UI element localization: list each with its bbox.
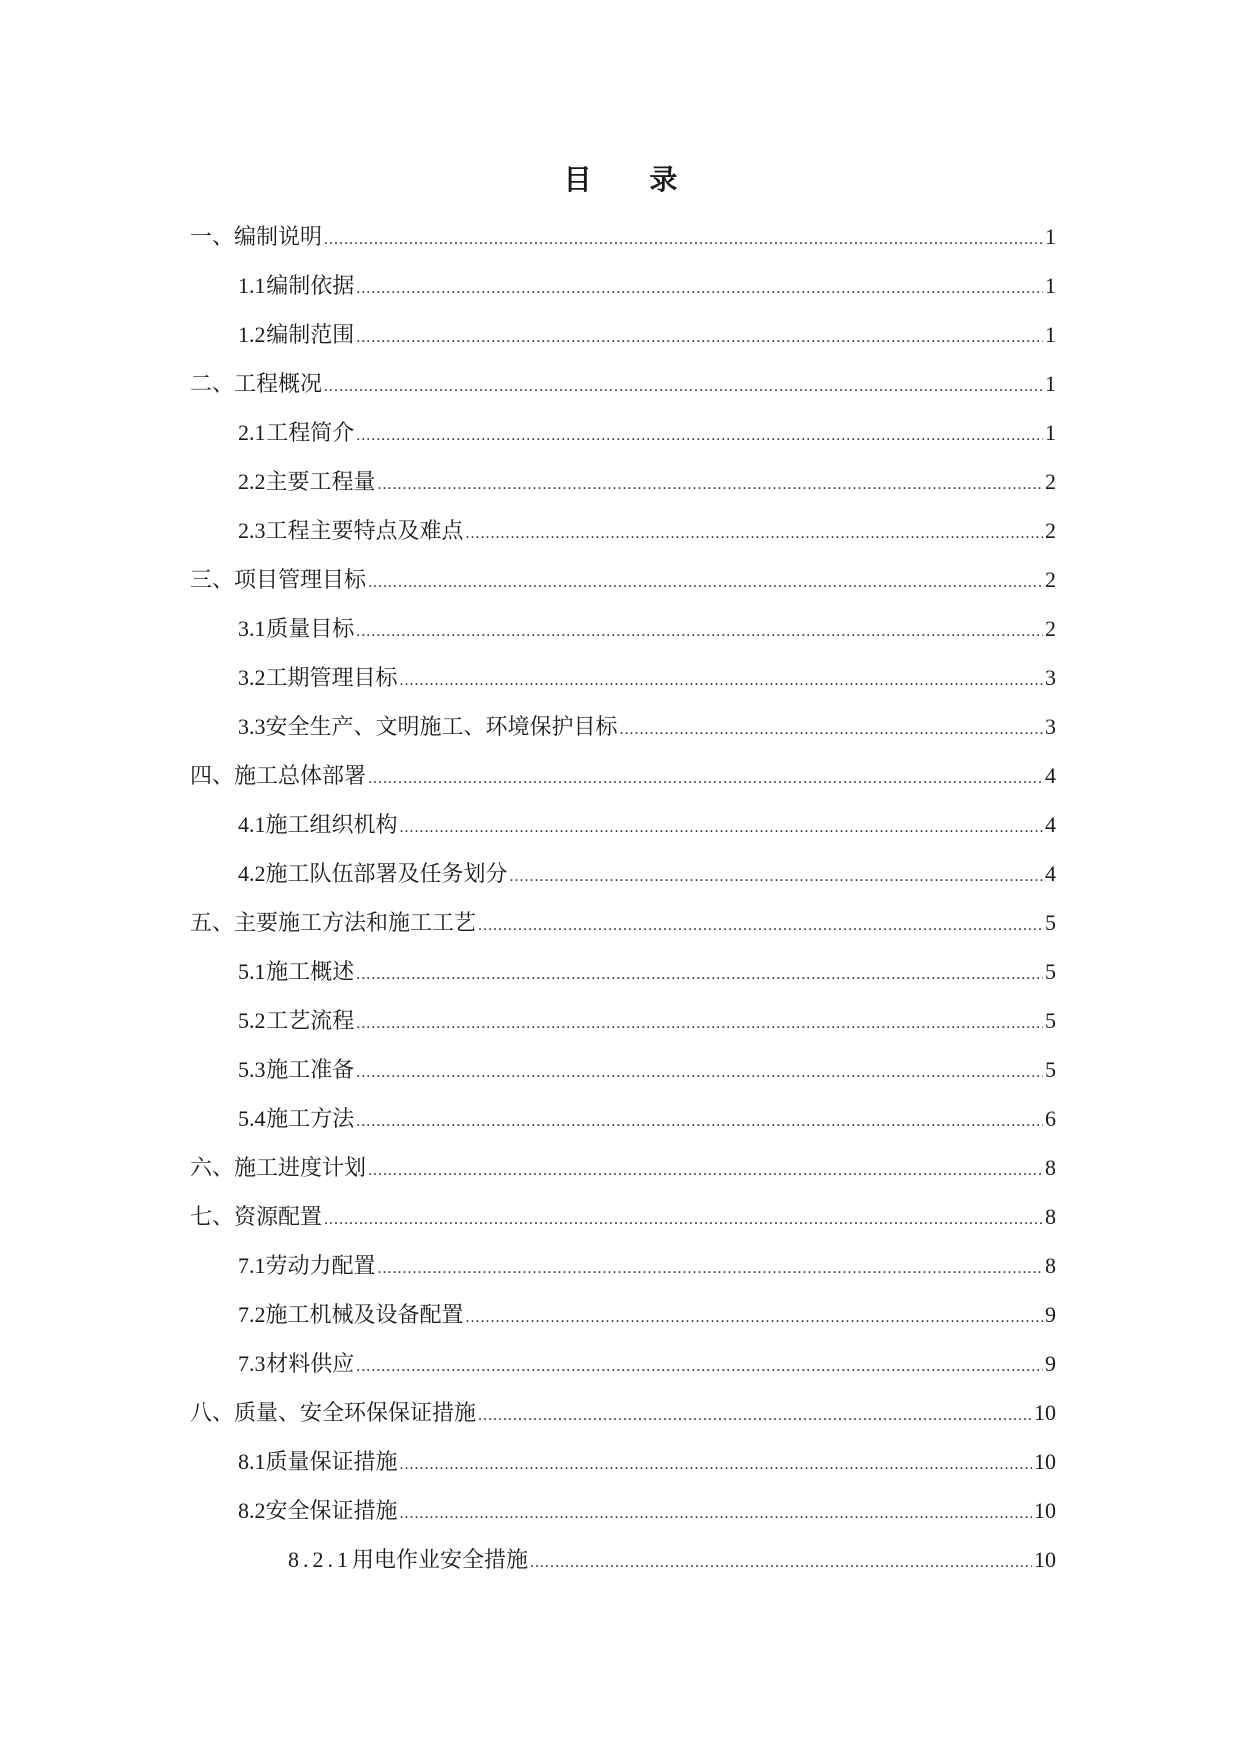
toc-dot-leader bbox=[478, 1401, 1032, 1431]
toc-entry-title: 施工概述 bbox=[266, 960, 355, 985]
toc-entry-number: 7.2 bbox=[238, 1302, 266, 1327]
toc-entry-page-number: 10 bbox=[1034, 1400, 1056, 1425]
toc-entry-title: 安全生产、文明施工、环境保护目标 bbox=[265, 715, 618, 740]
toc-entry-page-number: 9 bbox=[1045, 1351, 1056, 1376]
toc-entry-title: 四、施工总体部署 bbox=[190, 764, 367, 789]
toc-entry-title: 编制依据 bbox=[266, 274, 355, 299]
toc-entry-number: 4.1 bbox=[238, 812, 266, 837]
toc-entry[interactable] bbox=[190, 1545, 1056, 1594]
toc-entry-page-number: 10 bbox=[1034, 1498, 1056, 1523]
toc-entry-number: 8.2 bbox=[238, 1498, 266, 1523]
toc-entry-title: 主要工程量 bbox=[265, 470, 376, 495]
toc-entry-page-number: 4 bbox=[1045, 812, 1056, 837]
toc-entry-page-number: 1 bbox=[1045, 371, 1056, 396]
toc-dot-leader bbox=[356, 617, 1043, 647]
toc-entry-page-number: 10 bbox=[1034, 1547, 1056, 1572]
toc-entry[interactable] bbox=[190, 565, 1056, 614]
toc-entry-title: 一、编制说明 bbox=[190, 225, 323, 250]
toc-dot-leader bbox=[356, 1009, 1043, 1039]
toc-entry[interactable] bbox=[190, 271, 1056, 320]
toc-dot-leader bbox=[400, 1450, 1032, 1480]
toc-entry-page-number: 2 bbox=[1045, 469, 1056, 494]
toc-entry-title: 六、施工进度计划 bbox=[190, 1156, 367, 1181]
toc-entry-title: 施工机械及设备配置 bbox=[265, 1303, 464, 1328]
toc-entry[interactable] bbox=[190, 859, 1056, 908]
toc-dot-leader bbox=[356, 960, 1043, 990]
toc-entry-number: 5.3 bbox=[238, 1057, 266, 1082]
toc-entry-page-number: 4 bbox=[1045, 861, 1056, 886]
toc-entry-page-number: 5 bbox=[1045, 1008, 1056, 1033]
toc-entry[interactable] bbox=[190, 222, 1056, 271]
toc-entry[interactable] bbox=[190, 1349, 1056, 1398]
toc-entry-number: 3.1 bbox=[238, 616, 266, 641]
toc-dot-leader bbox=[368, 1156, 1043, 1186]
toc-dot-leader bbox=[356, 421, 1043, 451]
toc-entry-title: 工程简介 bbox=[266, 421, 355, 446]
toc-entry-number: 5.4 bbox=[238, 1106, 266, 1131]
toc-entry-number: 7.3 bbox=[238, 1351, 266, 1376]
toc-entry-title: 用电作业安全措施 bbox=[352, 1548, 529, 1573]
toc-dot-leader bbox=[620, 715, 1043, 745]
toc-entry[interactable] bbox=[190, 1496, 1056, 1545]
toc-entry-page-number: 3 bbox=[1045, 714, 1056, 739]
toc-entry-page-number: 6 bbox=[1045, 1106, 1056, 1131]
toc-entry[interactable] bbox=[190, 1153, 1056, 1202]
toc-entry-page-number: 5 bbox=[1045, 959, 1056, 984]
toc-entry-page-number: 8 bbox=[1045, 1253, 1056, 1278]
toc-dot-leader bbox=[324, 225, 1043, 255]
toc-entry-title: 七、资源配置 bbox=[190, 1205, 323, 1230]
toc-entry-title: 施工组织机构 bbox=[265, 813, 398, 838]
toc-entry-number: 5.1 bbox=[238, 959, 266, 984]
toc-entry-title: 编制范围 bbox=[266, 323, 355, 348]
toc-entry[interactable] bbox=[190, 1251, 1056, 1300]
toc-entry-title: 工艺流程 bbox=[266, 1009, 355, 1034]
toc-entry-number: 8.2.1 bbox=[288, 1547, 352, 1572]
toc-dot-leader bbox=[356, 1107, 1043, 1137]
toc-entry[interactable] bbox=[190, 614, 1056, 663]
toc-entry-number: 7.1 bbox=[238, 1253, 266, 1278]
toc-dot-leader bbox=[378, 470, 1043, 500]
toc-entry[interactable] bbox=[190, 1006, 1056, 1055]
toc-entry-page-number: 1 bbox=[1045, 273, 1056, 298]
toc-dot-leader bbox=[466, 519, 1043, 549]
toc-dot-leader bbox=[368, 568, 1043, 598]
toc-entry-title: 安全保证措施 bbox=[265, 1499, 398, 1524]
toc-entry[interactable] bbox=[190, 467, 1056, 516]
toc-entry-page-number: 1 bbox=[1045, 420, 1056, 445]
toc-entry-title: 施工方法 bbox=[266, 1107, 355, 1132]
toc-entry-title: 施工准备 bbox=[266, 1058, 355, 1083]
toc-dot-leader bbox=[356, 1058, 1043, 1088]
toc-entry-title: 劳动力配置 bbox=[265, 1254, 376, 1279]
toc-dot-leader bbox=[324, 372, 1043, 402]
toc-entry-title: 三、项目管理目标 bbox=[190, 568, 367, 593]
toc-entry-number: 1.1 bbox=[238, 273, 266, 298]
toc-entry[interactable] bbox=[190, 1447, 1056, 1496]
toc-entry[interactable] bbox=[190, 516, 1056, 565]
toc-entry[interactable] bbox=[190, 1202, 1056, 1251]
toc-entry-number: 1.2 bbox=[238, 322, 266, 347]
toc-dot-leader bbox=[378, 1254, 1043, 1284]
toc-dot-leader bbox=[400, 813, 1043, 843]
toc-entry[interactable] bbox=[190, 908, 1056, 957]
toc-entry[interactable] bbox=[190, 320, 1056, 369]
toc-dot-leader bbox=[356, 274, 1043, 304]
toc-entry-page-number: 2 bbox=[1045, 616, 1056, 641]
toc-entry[interactable] bbox=[190, 1104, 1056, 1153]
toc-title: 目 录 bbox=[563, 163, 702, 196]
toc-entry[interactable] bbox=[190, 810, 1056, 859]
toc-entry-title: 质量目标 bbox=[266, 617, 355, 642]
toc-entry-page-number: 1 bbox=[1045, 224, 1056, 249]
toc-entry[interactable] bbox=[190, 418, 1056, 467]
toc-entry-number: 5.2 bbox=[238, 1008, 266, 1033]
toc-entry[interactable] bbox=[190, 761, 1056, 810]
toc-entry-page-number: 5 bbox=[1045, 1057, 1056, 1082]
toc-entry-title: 工期管理目标 bbox=[265, 666, 398, 691]
toc-entry-page-number: 8 bbox=[1045, 1204, 1056, 1229]
toc-entry[interactable] bbox=[190, 663, 1056, 712]
toc-dot-leader bbox=[400, 666, 1043, 696]
toc-dot-leader bbox=[324, 1205, 1043, 1235]
toc-entry-title: 材料供应 bbox=[266, 1352, 355, 1377]
toc-dot-leader bbox=[400, 1499, 1032, 1529]
toc-entry-title: 工程主要特点及难点 bbox=[265, 519, 464, 544]
toc-entry-title: 五、主要施工方法和施工工艺 bbox=[190, 911, 477, 936]
toc-entry-number: 2.2 bbox=[238, 469, 266, 494]
toc-entry[interactable] bbox=[190, 712, 1056, 761]
toc-list bbox=[190, 222, 1056, 1594]
toc-entry-number: 8.1 bbox=[238, 1449, 266, 1474]
toc-entry-number: 4.2 bbox=[238, 861, 266, 886]
toc-dot-leader bbox=[530, 1548, 1032, 1578]
toc-entry-page-number: 4 bbox=[1045, 763, 1056, 788]
toc-entry-page-number: 8 bbox=[1045, 1155, 1056, 1180]
toc-entry[interactable] bbox=[190, 1300, 1056, 1349]
toc-entry-page-number: 5 bbox=[1045, 910, 1056, 935]
toc-entry-page-number: 10 bbox=[1034, 1449, 1056, 1474]
toc-dot-leader bbox=[478, 911, 1043, 941]
toc-entry-number: 2.1 bbox=[238, 420, 266, 445]
toc-entry[interactable] bbox=[190, 1398, 1056, 1447]
toc-entry-title: 施工队伍部署及任务划分 bbox=[265, 862, 508, 887]
toc-entry-number: 3.2 bbox=[238, 665, 266, 690]
toc-dot-leader bbox=[466, 1303, 1043, 1333]
toc-entry-number: 3.3 bbox=[238, 714, 266, 739]
toc-entry-title: 八、质量、安全环保保证措施 bbox=[190, 1401, 477, 1426]
toc-entry[interactable] bbox=[190, 957, 1056, 1006]
toc-entry-page-number: 2 bbox=[1045, 518, 1056, 543]
toc-entry-title: 二、工程概况 bbox=[190, 372, 323, 397]
toc-dot-leader bbox=[356, 323, 1043, 353]
toc-dot-leader bbox=[356, 1352, 1043, 1382]
toc-entry-page-number: 9 bbox=[1045, 1302, 1056, 1327]
toc-entry-page-number: 3 bbox=[1045, 665, 1056, 690]
toc-entry-title: 质量保证措施 bbox=[265, 1450, 398, 1475]
toc-entry[interactable] bbox=[190, 369, 1056, 418]
toc-entry-number: 2.3 bbox=[238, 518, 266, 543]
toc-entry-page-number: 1 bbox=[1045, 322, 1056, 347]
toc-entry[interactable] bbox=[190, 1055, 1056, 1104]
toc-entry-page-number: 2 bbox=[1045, 567, 1056, 592]
toc-dot-leader bbox=[368, 764, 1043, 794]
toc-dot-leader bbox=[510, 862, 1043, 892]
